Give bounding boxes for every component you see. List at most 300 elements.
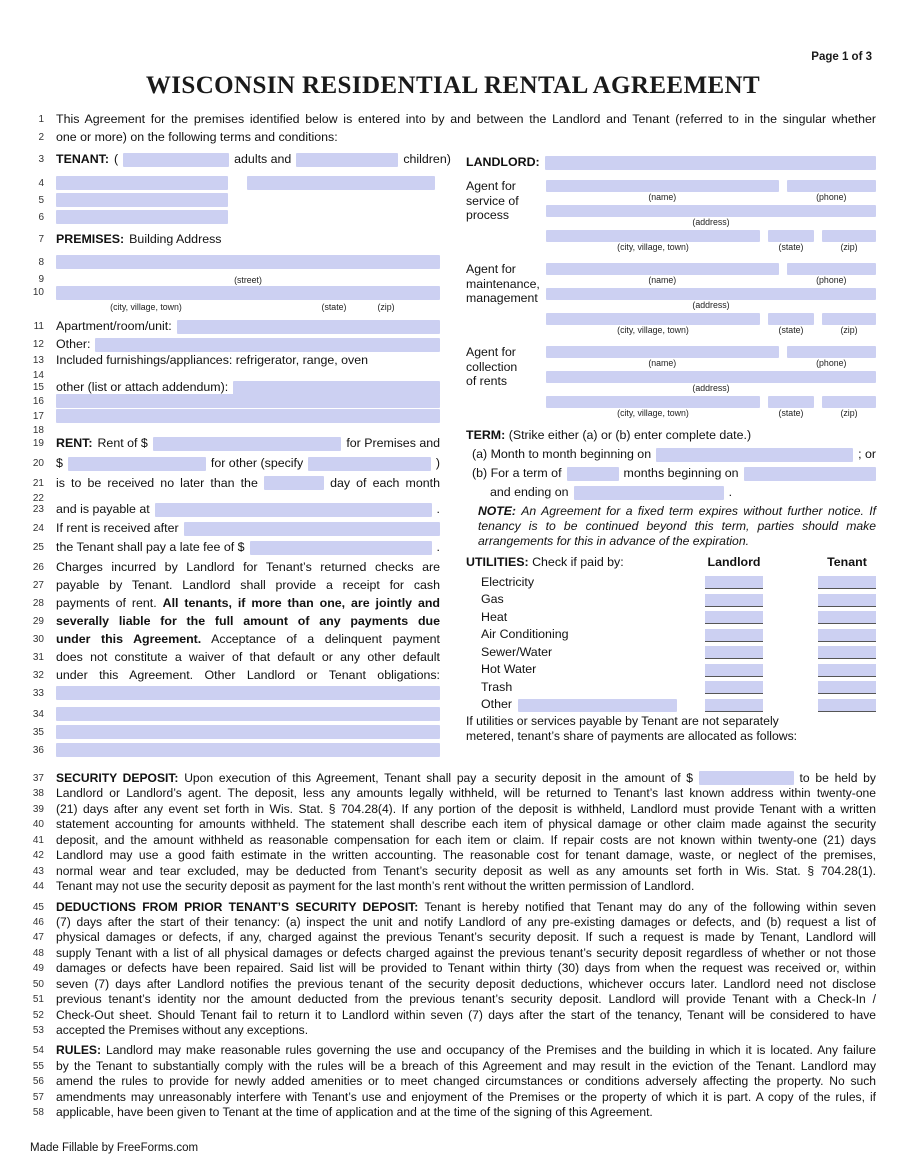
text: . (728, 484, 733, 499)
text: is to be received no later than the (56, 476, 258, 490)
form-line (30, 353, 440, 368)
form-line (30, 1008, 876, 1023)
furnishings-other-field-3[interactable] (56, 409, 440, 423)
agent-label-line: maintenance, (466, 276, 540, 291)
apartment-label: Apartment/room/unit: (56, 319, 172, 333)
obligations-field-3[interactable] (56, 725, 440, 739)
utilities-section (466, 554, 876, 745)
rules-line: by the Tenant to substantially comply with the rules will be a breach of this Agreement and may result in the eviction of the Tenant. Landlord may (56, 1058, 876, 1073)
text: Tenant is hereby notified that Tenant may do any of the following within seven (424, 899, 876, 914)
agent-maintenance-block (466, 262, 876, 337)
line-number: 17 (32, 411, 44, 422)
tenant-name-field-2[interactable] (247, 176, 435, 190)
rules-line (56, 1043, 876, 1058)
utilities-trash-tenant-field[interactable] (818, 681, 876, 694)
name-label: (name) (648, 275, 677, 285)
city-label: (city, village, town) (617, 325, 689, 335)
form-line (30, 456, 440, 476)
rent-text-line: Charges incurred by Landlord for Tenant’s returned checks are (56, 560, 440, 574)
form-line (30, 707, 440, 725)
agent-label (466, 262, 546, 337)
security-deposit-line: Tenant may not use the security deposit as payment for the last month’s rent without the written permission of Landlord. (56, 879, 695, 894)
rent-text-line (56, 596, 440, 612)
form-line (30, 930, 876, 945)
agent-label-line: collection (466, 359, 518, 374)
line-number: 39 (32, 803, 44, 815)
rules-line: applicable, have been given to Tenant at the time of application and at the time of the signing of this Agreement. (56, 1105, 653, 1120)
utilities-subheading: Check if paid by: (532, 555, 624, 570)
text: ( (114, 152, 119, 166)
obligations-field-2[interactable] (56, 707, 440, 721)
line-number: 21 (32, 478, 44, 489)
phone-label: (phone) (816, 358, 847, 368)
utility-label: Electricity (481, 574, 535, 589)
late-fee-field[interactable] (250, 541, 432, 555)
utilities-gas-tenant-field[interactable] (818, 594, 876, 607)
tenant-adults-field[interactable] (123, 153, 229, 167)
text: ) (435, 456, 440, 470)
utilities-note-line: metered, tenant’s share of payments are allocated as follows: (466, 729, 798, 744)
form-line (30, 1023, 876, 1038)
agent-collection-block (466, 345, 876, 420)
address-label: (address) (692, 300, 730, 310)
line-number: 55 (32, 1060, 44, 1072)
form-line (30, 152, 451, 176)
line-number: 8 (38, 257, 44, 268)
rules-heading: RULES: (56, 1043, 102, 1058)
form-line (30, 1090, 876, 1105)
other-list-label: other (list or attach addendum): (56, 380, 229, 394)
deductions-line: supply Tenant with a list of all physical damages or defects charged against the previous tenant’s security deposit regardless of whether or not those (56, 945, 876, 960)
form-line (30, 368, 440, 380)
term-note (466, 504, 876, 548)
line-number: 16 (32, 396, 44, 407)
state-label: (state) (321, 302, 347, 312)
note-text: An Agreement for a fixed term expires without further notice. If tenancy is to be continued beyond this term, parties should make arrangements for this in advance of the expiration. (478, 504, 876, 548)
tenant-column-header: Tenant (827, 555, 867, 570)
street-label: (street) (234, 275, 262, 285)
line-number: 13 (32, 355, 44, 366)
address-label: (address) (692, 383, 730, 393)
agent-label-line: management (466, 291, 538, 306)
rent-text-line (56, 632, 440, 648)
line-number: 14 (32, 370, 44, 381)
tenant-heading: TENANT: (56, 152, 109, 166)
security-deposit-line (56, 771, 876, 786)
text: If rent is received after (56, 521, 179, 535)
bold-text: severally liable for the full amount of any payments due (56, 614, 440, 628)
form-line (30, 802, 876, 817)
rent-text-line: payable by Tenant. Landlord shall provide a receipt for cash (56, 578, 440, 592)
intro-line: one or more) on the following terms and conditions: (56, 130, 338, 144)
line-number: 37 (32, 773, 44, 784)
term-heading: TERM: (466, 428, 506, 442)
line-number: 33 (32, 688, 44, 699)
form-line (30, 540, 440, 560)
form-line (30, 743, 440, 761)
form-line (30, 394, 440, 409)
term-option-b-label: (b) For a term of (472, 465, 562, 480)
utility-row (466, 609, 876, 627)
utility-label: Trash (481, 679, 513, 694)
line-number: 3 (38, 154, 44, 165)
agent-fields (546, 179, 876, 254)
city-label: (city, village, town) (617, 242, 689, 252)
term-month-to-month-date-field[interactable] (656, 448, 853, 462)
landlord-name-field[interactable] (545, 156, 876, 170)
rules-line: amendments may unreasonably interfere with Tenant’s use and enjoyment of the Premises or the property of which it is part. A copy of the rules, if (56, 1089, 876, 1104)
furnishings-other-field-1[interactable] (233, 381, 440, 395)
agent3-city-field[interactable] (546, 396, 760, 408)
utilities-heat-tenant-field[interactable] (818, 611, 876, 624)
deductions-line: Check-Out sheet. Should Tenant fail to return it to Landlord within seven (7) days after the start of the tenancy, Tenant will be considered to have (56, 1007, 876, 1022)
agent3-phone-field[interactable] (787, 346, 876, 358)
form-line (30, 1059, 876, 1074)
form-line (30, 560, 440, 578)
line-number: 54 (32, 1045, 44, 1057)
text: the Tenant shall pay a late fee of $ (56, 540, 245, 554)
text: adults and (234, 152, 292, 166)
form-line (30, 409, 440, 423)
agent3-address-field[interactable] (546, 371, 876, 383)
agent-fields (546, 262, 876, 337)
text: day of each month (330, 476, 440, 490)
form-line (30, 879, 876, 894)
text: months beginning on (623, 465, 739, 480)
form-line (30, 833, 876, 848)
form-line (30, 193, 440, 210)
deductions-line: seven (7) days after Landlord notifies the previous tenant of the security deposit deductions, whichever occurs later. Landlord need not disclose (56, 976, 876, 991)
line-number: 38 (32, 788, 44, 800)
form-line (30, 380, 440, 394)
form-line (30, 848, 876, 863)
form-line (30, 176, 440, 193)
obligations-field-4[interactable] (56, 743, 440, 757)
utilities-note-line: If utilities or services payable by Tenant are not separately (466, 713, 779, 728)
intro-line: This Agreement for the premises identified below is entered into by and between the Landlord and Tenant (referred to in the singular whether (56, 112, 876, 126)
text: Upon execution of this Agreement, Tenant shall pay a security deposit in the amount of $ (184, 771, 694, 785)
note-label: NOTE: (478, 504, 516, 518)
utilities-electricity-landlord-field[interactable] (705, 576, 763, 589)
form-line (30, 596, 440, 614)
line-number: 46 (32, 916, 44, 928)
left-column (30, 152, 451, 761)
page-number-label: Page 1 of 3 (811, 51, 872, 63)
utility-row (466, 574, 876, 592)
line-number: 30 (32, 634, 44, 645)
line-number: 9 (38, 274, 44, 285)
security-deposit-line: normal wear and tear excluded, may be deducted from Tenant’s security deposit as well as any amounts set forth in Wis. Stat. § 704.28(1). (56, 863, 876, 878)
bottom-paragraphs (30, 771, 876, 1121)
tenant-name-field-3[interactable] (56, 193, 228, 207)
form-line (30, 900, 876, 915)
line-number: 35 (32, 727, 44, 738)
rent-amount-field[interactable] (153, 437, 342, 451)
text: to be held by (799, 771, 876, 785)
state-label: (state) (778, 325, 804, 335)
form-line (30, 786, 876, 801)
utility-label: Sewer/Water (481, 644, 553, 659)
security-deposit-line: Landlord may use a good faith estimate in the written accounting. The reasonable cost for tenant damage, waste, or neglect of the premises, (56, 848, 876, 863)
city-label: (city, village, town) (110, 302, 182, 312)
agent2-name-field[interactable] (546, 263, 779, 275)
text: Building Address (129, 232, 222, 246)
agent-label-line: Agent for (466, 345, 516, 359)
agent-label-line: process (466, 208, 510, 223)
term-end-date-field[interactable] (574, 486, 724, 500)
phone-label: (phone) (816, 192, 847, 202)
form-line (30, 817, 876, 832)
text: and is payable at (56, 502, 150, 516)
utility-row (466, 661, 876, 679)
line-number: 25 (32, 542, 44, 553)
agent3-state-field[interactable] (768, 396, 814, 408)
term-section (466, 428, 876, 548)
form-line (30, 130, 876, 148)
line-number: 51 (32, 994, 44, 1006)
form-line (30, 961, 876, 976)
rent-text-line: under this Agreement. Other Landlord or Tenant obligations: (56, 668, 440, 682)
line-number: 49 (32, 963, 44, 975)
line-number: 26 (32, 562, 44, 573)
text: . (436, 540, 440, 554)
rent-heading: RENT: (56, 436, 93, 450)
zip-label: (zip) (377, 302, 395, 312)
utilities-electricity-tenant-field[interactable] (818, 576, 876, 589)
agent1-city-field[interactable] (546, 230, 760, 242)
line-number: 15 (32, 382, 44, 393)
deductions-line: damages or defects have been repaired. Said list will be provided to Tenant within thirty (30) days from when the request was received or, within (56, 961, 876, 976)
security-deposit-amount-field[interactable] (699, 771, 794, 785)
security-deposit-heading: SECURITY DEPOSIT: (56, 771, 179, 785)
line-number: 1 (38, 114, 44, 125)
line-number: 2 (38, 132, 44, 143)
line-number: 20 (32, 458, 44, 469)
line-number: 44 (32, 881, 44, 893)
agent2-zip-field[interactable] (822, 313, 876, 325)
utilities-air-conditioning-tenant-field[interactable] (818, 629, 876, 642)
utilities-heat-landlord-field[interactable] (705, 611, 763, 624)
form-line (30, 1105, 876, 1120)
line-number: 12 (32, 339, 44, 350)
furnishings-other-field-2[interactable] (56, 394, 440, 408)
agent-label-line: of rents (466, 374, 508, 389)
utilities-heading: UTILITIES: (466, 555, 529, 570)
line-number: 6 (38, 212, 44, 223)
agent-fields (546, 345, 876, 420)
term-instruction: (Strike either (a) or (b) enter complete date.) (508, 428, 752, 442)
rent-payable-at-field[interactable] (155, 503, 432, 517)
text: ; or (858, 446, 876, 461)
line-number: 53 (32, 1025, 44, 1036)
text: Landlord may make reasonable rules governing the use and occupancy of the Premises and the building in which it is located. Any failure (106, 1043, 876, 1058)
form-line (30, 977, 876, 992)
form-line (30, 915, 876, 930)
line-number: 52 (32, 1009, 44, 1021)
line-number: 40 (32, 819, 44, 831)
utilities-sewer-water-landlord-field[interactable] (705, 646, 763, 659)
premises-other-field[interactable] (95, 338, 440, 352)
agent1-phone-field[interactable] (787, 180, 876, 192)
form-line (30, 864, 876, 879)
utility-label: Heat (481, 609, 508, 624)
line-number: 36 (32, 745, 44, 756)
security-deposit-line: Landlord or Landlord’s agent. The deposit, less any amounts legally withheld, will be returned to Tenant’s last known address within twenty-one (56, 786, 876, 801)
line-number: 45 (32, 901, 44, 913)
agent2-city-field[interactable] (546, 313, 760, 325)
other-label: Other: (56, 337, 91, 351)
line-number: 42 (32, 850, 44, 862)
line-number: 7 (38, 234, 44, 245)
tenant-name-field-4[interactable] (56, 210, 228, 224)
agent1-state-field[interactable] (768, 230, 814, 242)
agent2-phone-field[interactable] (787, 263, 876, 275)
utility-row (466, 644, 876, 662)
security-deposit-line: deposit, and the amount withheld as reasonable compensation for each item or claim. If repair costs are not known within twenty-one (21) days (56, 832, 876, 847)
form-line (30, 992, 876, 1007)
agent2-address-field[interactable] (546, 288, 876, 300)
line-number: 22 (32, 493, 44, 504)
premises-heading: PREMISES: (56, 232, 125, 246)
form-line (30, 632, 440, 650)
deductions-heading: DEDUCTIONS FROM PRIOR TENANT’S SECURITY DEPOSIT: (56, 899, 419, 914)
utility-row (466, 679, 876, 697)
utilities-air-conditioning-landlord-field[interactable] (705, 629, 763, 642)
line-number: 43 (32, 865, 44, 877)
tenant-children-field[interactable] (296, 153, 398, 167)
utilities-hot-water-landlord-field[interactable] (705, 664, 763, 677)
apartment-unit-field[interactable] (177, 320, 440, 334)
line-number: 24 (32, 523, 44, 534)
premises-street-field[interactable] (56, 255, 440, 269)
security-deposit-line: statement accounting for amounts withheld. The statement shall describe each item of physical damage or other claim made against the security (56, 817, 876, 832)
furnishings-text: Included furnishings/appliances: refrigerator, range, oven (56, 353, 369, 367)
form-line (30, 578, 440, 596)
deductions-line: (7) days after the start of their tenancy: (a) inspect the unit and notify Landlord of any pre-existing damages or defects, and (b) request a list of (56, 914, 876, 929)
phone-label: (phone) (816, 275, 847, 285)
form-line (30, 1043, 876, 1058)
obligations-field-1[interactable] (56, 686, 440, 700)
agent-service-of-process-block (466, 179, 876, 254)
term-months-field[interactable] (567, 467, 619, 481)
deductions-line: accepted the Premises without any exceptions. (56, 1023, 309, 1037)
line-number: 48 (32, 947, 44, 959)
line-number: 4 (38, 178, 44, 189)
line-number: 32 (32, 670, 44, 681)
zip-label: (zip) (840, 325, 858, 335)
utility-row (466, 696, 876, 714)
utilities-other-landlord-field[interactable] (705, 699, 763, 712)
utilities-hot-water-tenant-field[interactable] (818, 664, 876, 677)
tenant-name-field-1[interactable] (56, 176, 228, 190)
form-line (30, 946, 876, 961)
form-line (30, 476, 440, 491)
agent-label-line: Agent for (466, 179, 516, 193)
term-begin-date-field[interactable] (744, 467, 876, 481)
line-number: 28 (32, 598, 44, 609)
term-ending-label: and ending on (490, 484, 569, 499)
form-line (30, 272, 440, 285)
form-line (30, 337, 440, 353)
line-number: 31 (32, 652, 44, 663)
landlord-column-header: Landlord (707, 555, 761, 570)
form-line (30, 255, 440, 272)
form-line (30, 436, 440, 456)
form-line (30, 771, 876, 786)
agent1-zip-field[interactable] (822, 230, 876, 242)
line-number: 11 (33, 321, 44, 332)
text: . (436, 502, 440, 516)
line-number: 5 (38, 195, 44, 206)
form-line (30, 1074, 876, 1089)
agent3-zip-field[interactable] (822, 396, 876, 408)
utilities-other-tenant-field[interactable] (818, 699, 876, 712)
zip-label: (zip) (840, 242, 858, 252)
line-number: 57 (32, 1091, 44, 1103)
agent1-name-field[interactable] (546, 180, 779, 192)
form-line (30, 686, 440, 707)
zip-label: (zip) (840, 408, 858, 418)
rent-other-amount-field[interactable] (68, 457, 206, 471)
name-label: (name) (648, 358, 677, 368)
deductions-line (56, 900, 876, 915)
text: for Premises and (346, 436, 440, 450)
line-number: 50 (32, 978, 44, 990)
rent-other-specify-field[interactable] (308, 457, 431, 471)
agent-label (466, 179, 546, 254)
line-number: 29 (32, 616, 44, 627)
premises-city-state-zip-field[interactable] (56, 286, 440, 300)
text: for other (specify (210, 456, 304, 470)
form-line (30, 502, 440, 521)
utilities-sewer-water-tenant-field[interactable] (818, 646, 876, 659)
rent-text-line (56, 614, 440, 630)
two-column-section (30, 152, 876, 761)
utilities-other-specify-field[interactable] (518, 699, 677, 712)
text: payments of rent. (56, 596, 157, 610)
rent-due-day-field[interactable] (264, 476, 324, 490)
document-title: WISCONSIN RESIDENTIAL RENTAL AGREEMENT (145, 72, 761, 99)
agent1-address-field[interactable] (546, 205, 876, 217)
utility-label: Other (481, 697, 512, 712)
name-label: (name) (648, 192, 677, 202)
city-label: (city, village, town) (617, 408, 689, 418)
agent2-state-field[interactable] (768, 313, 814, 325)
agent3-name-field[interactable] (546, 346, 779, 358)
line-number: 19 (32, 438, 44, 449)
form-line (30, 210, 440, 232)
utilities-trash-landlord-field[interactable] (705, 681, 763, 694)
term-option-a-label: (a) Month to month beginning on (472, 446, 652, 461)
agent-label (466, 345, 546, 420)
line-number: 18 (32, 425, 44, 436)
form-line (30, 521, 440, 540)
security-deposit-line: (21) days after any event set forth in Wis. Stat. § 704.28(4). If any portion of the deposit is withheld, Landlord must provide Tenant with a written (56, 801, 876, 816)
footer-branding: Made Fillable by FreeForms.com (30, 1142, 199, 1154)
text: $ (56, 456, 63, 470)
address-label: (address) (692, 217, 730, 227)
text: Acceptance of a delinquent payment (211, 632, 440, 646)
form-line (30, 614, 440, 632)
right-column (466, 152, 876, 761)
state-label: (state) (778, 408, 804, 418)
line-number: 56 (32, 1076, 44, 1088)
rent-received-after-field[interactable] (184, 522, 440, 536)
line-number: 23 (32, 504, 44, 515)
form-line (30, 668, 440, 686)
utilities-gas-landlord-field[interactable] (705, 594, 763, 607)
rules-line: amend the rules to provide for newly added amenities or to meet changed circumstances or conditions adversely affecting the property. No such (56, 1074, 876, 1089)
